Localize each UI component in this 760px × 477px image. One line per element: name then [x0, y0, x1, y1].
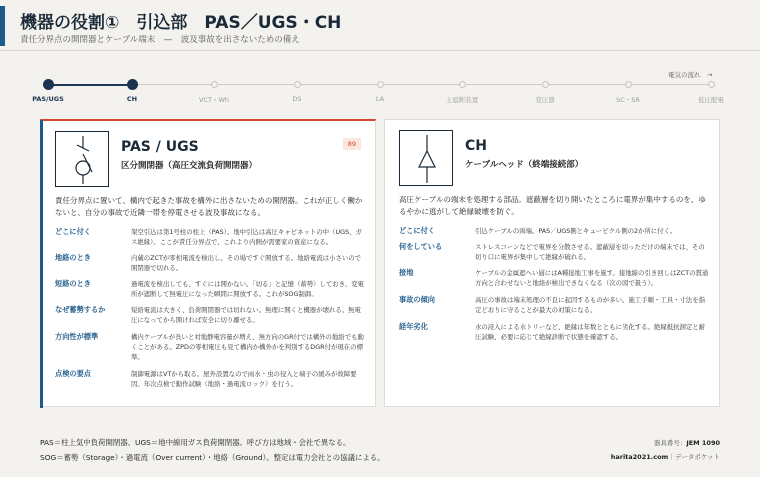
- info-row-label: なぜ蓄勢するか: [55, 305, 106, 314]
- flow-step-label: DS: [292, 95, 302, 103]
- info-row-label: どこに付く: [399, 226, 435, 235]
- info-row-text: 過電流を検出しても、すぐには開かない。「切る」と記憶（蓄勢）しておき、変電所が遮断して無電圧になった瞬間に開放する。これがSOG制御。: [131, 280, 364, 298]
- info-row-label: 点検の要点: [55, 369, 91, 378]
- info-row-text: ケーブルの金属遮へい層にはA種接地工事を施す。接地線の引き回しはZCTの貫通方向と合わせないと地絡が検出できなくなる（次の図で扱う）。: [475, 269, 709, 287]
- flow-step-dot: [294, 81, 301, 88]
- info-row-label: 短絡のとき: [55, 279, 91, 288]
- device-number: [654, 438, 720, 447]
- flow-step-dot: [377, 81, 384, 88]
- card-title: CH: [465, 138, 487, 154]
- info-row-label: 何をしている: [399, 242, 443, 251]
- flow-step-label: SC・SR: [616, 96, 640, 104]
- flow-step-dot: [43, 79, 54, 90]
- page-title: 機器の役割① 引込部 PAS／UGS・CH: [20, 13, 342, 33]
- flow-step-dot: [459, 81, 466, 88]
- footnote-sog: SOG＝蓄勢（Storage）・過電流（Over current）・地絡（Ground）。整定は電力会社との協議による。: [40, 453, 385, 462]
- flow-step-label: LA: [375, 95, 385, 103]
- flow-step-dot: [708, 81, 715, 88]
- flow-step-label: 低圧配電: [698, 96, 724, 104]
- device-code-badge: 89: [343, 138, 361, 150]
- flow-step-label: 主遮断装置: [445, 96, 479, 104]
- site-credit: [611, 452, 720, 461]
- page-header: [0, 0, 760, 52]
- footnote-abbreviations: PAS＝柱上気中負荷開閉器、UGS＝地中線用ガス負荷開閉器。呼び方は地域・会社で異なる。: [40, 438, 351, 447]
- info-row-label: 事故の傾向: [399, 295, 435, 304]
- info-row-text: 内蔵のZCTが零相電流を検出し、その場ですぐ開放する。地絡電流は小さいので開閉器で切れる。: [131, 254, 362, 272]
- card-pas-ugs: [40, 119, 376, 407]
- info-row-label: 方向性が標準: [55, 332, 99, 341]
- info-row-label: 経年劣化: [399, 322, 428, 331]
- site-suffix: ｜データポケット: [668, 453, 720, 461]
- info-row-text: 制御電源はVTから取る。屋外設置なので雨水・虫の侵入と端子の緩みが故障要因。年次点検で動作試験（地絡・過電流ロック）を行う。: [131, 370, 357, 388]
- flow-step-label: CH: [126, 95, 138, 103]
- site-link[interactable]: harita2021.com: [610, 453, 669, 461]
- card-intro: 高圧ケーブルの端末を処理する部品。遮蔽層を切り開いたところに電界が集中するのを、ゆるやかに逃がして絶縁破壊を防ぐ。: [399, 195, 706, 216]
- device-number-label: 器具番号：: [653, 439, 687, 447]
- flow-step-label: 変圧器: [535, 96, 555, 104]
- card-subtitle: ケーブルヘッド（終端接続部）: [465, 160, 584, 170]
- card-intro: 責任分界点に置いて、構内で起きた事故を構外に出さないための開閉器。これが正しく働かないと、自分の事故で近隣一帯を停電させる波及事故になる。: [55, 196, 363, 217]
- flow-step-dot: [211, 81, 218, 88]
- info-row-text: 架空引込は第1号柱の柱上（PAS）。地中引込は高圧キャビネットの中（UGS、ガス絶縁）。ここが責任分界点で、これより内側が需要家の資産になる。: [131, 228, 362, 246]
- flow-step-dot: [625, 81, 632, 88]
- flow-step-dot: [542, 81, 549, 88]
- header-divider: [0, 50, 760, 51]
- info-row-text: 引込ケーブルの両端。PAS／UGS側とキュービクル側の2か所に付く。: [475, 227, 677, 235]
- card-title: PAS / UGS: [121, 139, 199, 155]
- info-row-text: ストレスコーンなどで電界を分散させる。遮蔽層を切っただけの端末では、その切り口に電界が集中して絶縁が破れる。: [475, 243, 705, 261]
- card-ch: [384, 119, 720, 407]
- flow-direction-label: 電気の流れ →: [668, 71, 713, 79]
- device-number-value: JEM 1090: [686, 439, 720, 447]
- card-accent-bar: [40, 120, 43, 408]
- flow-step-label: VCT・Wh: [198, 96, 229, 104]
- info-row-label: 接地: [399, 268, 414, 277]
- page-subtitle: 責任分界点の開閉器とケーブル端末 ― 波及事故を出さないための備え: [20, 35, 300, 45]
- flow-step-label: PAS/UGS: [32, 95, 64, 103]
- info-row-label: どこに付く: [55, 227, 91, 236]
- info-row-text: 高圧の事故は端末処理の不良に起因するものが多い。施工手順・工具・寸法を指定どおりに守ることが最大の対策になる。: [475, 296, 706, 314]
- switch-symbol-icon: [55, 131, 109, 187]
- info-row-text: 短絡電流は大きく、負荷開閉器では切れない。無理に開くと機器が壊れる。無電圧になってから開ければ安全に切り離せる。: [131, 306, 361, 324]
- card-subtitle: 区分開閉器（高圧交流負荷開閉器）: [121, 161, 258, 171]
- cable-head-symbol-icon: [399, 130, 453, 186]
- info-row-text: 水の浸入による水トリーなど、絶縁は年数とともに劣化する。絶縁抵抗測定と耐圧試験、必要に応じて絶縁診断で状態を確認する。: [475, 323, 706, 341]
- header-accent-bar: [0, 6, 5, 46]
- info-row-label: 地絡のとき: [55, 253, 91, 262]
- info-row-text: 構内ケーブルが長いと対地静電容量が増え、無方向のGR付では構外の地絡でも動くことがある。ZPDの零相電圧も見て構内か構外かを判別するDGR付が現在の標準。: [131, 333, 364, 361]
- flow-step-dot: [127, 79, 138, 90]
- flow-track-active: [48, 84, 132, 86]
